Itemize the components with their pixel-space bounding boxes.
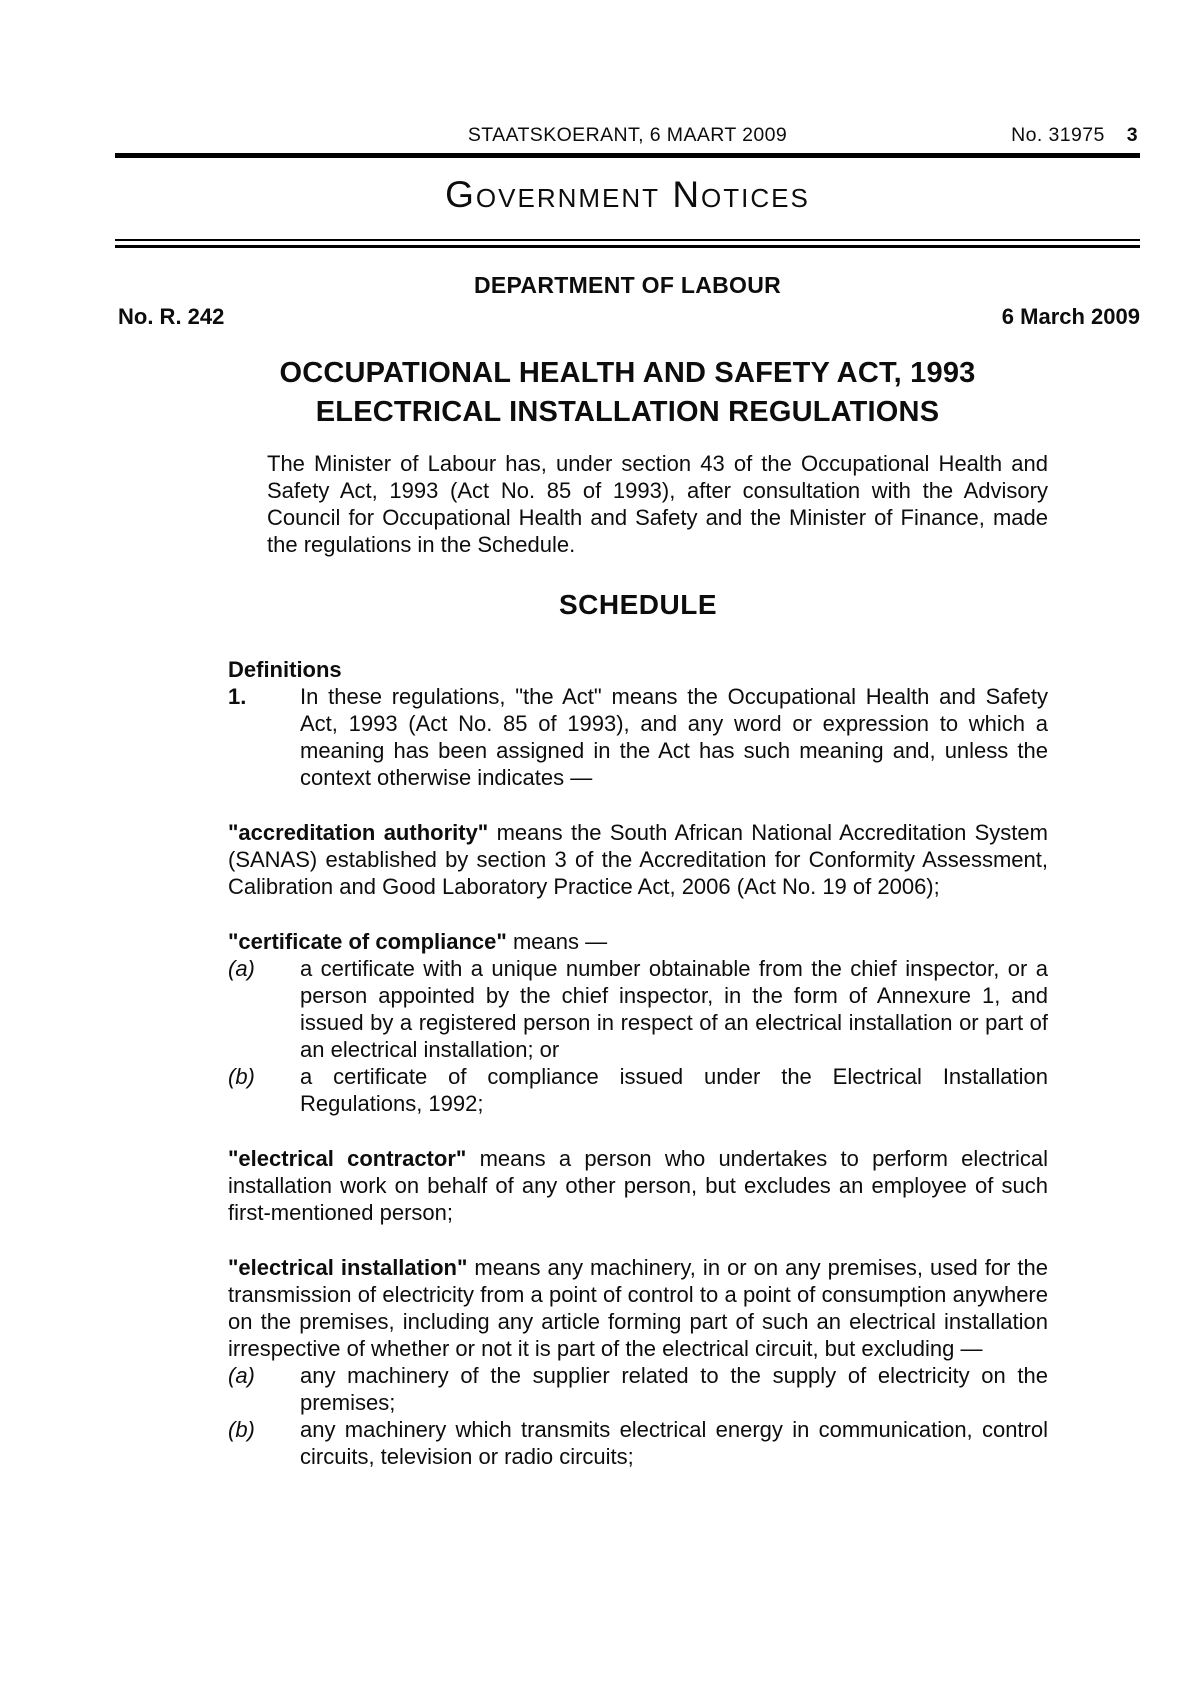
- definition-body: means any machinery, in or on any premises, used for the transmission of electricity from a point of control to a point of consumption anywhere on the premises, including any article forming part of such an electrical installation irrespective of whether or not it is part of the electrical circuit, but excluding —: [228, 1255, 1048, 1361]
- list-item-text: any machinery of the supplier related to the supply of electricity on the premises;: [300, 1363, 1048, 1415]
- definition-term: "accreditation authority": [228, 820, 489, 845]
- definition-accreditation-authority: [228, 819, 1048, 900]
- government-notices-heading: Government Notices: [445, 174, 810, 215]
- list-item-text: any machinery which transmits electrical energy in communication, control circuits, television or radio circuits;: [300, 1417, 1048, 1469]
- page-number: 3: [1126, 124, 1138, 146]
- notice-number: No. R. 242: [118, 304, 225, 329]
- list-item-text: a certificate of compliance issued under the Electrical Installation Regulations, 1992;: [300, 1064, 1048, 1116]
- notice-row: [118, 304, 1140, 330]
- list-item-label: (b): [228, 1064, 255, 1089]
- definitions-heading: Definitions: [228, 657, 342, 682]
- list-item-text: a certificate with a unique number obtainable from the chief inspector, or a person appointed by the chief inspector, in the form of Annexure 1, and issued by a registered person in respect of an electrical installation or part of an electrical installation; or: [300, 956, 1048, 1062]
- double-rule: [115, 239, 1140, 248]
- definition-certificate-of-compliance: [228, 928, 1048, 955]
- clause-1-number: 1.: [228, 684, 247, 709]
- issue-number: No. 31975: [1011, 124, 1105, 146]
- top-rule: [115, 153, 1140, 158]
- definition-term: "certificate of compliance": [228, 929, 507, 954]
- act-title-line2: ELECTRICAL INSTALLATION REGULATIONS: [315, 396, 940, 428]
- definition-body: means the South African National Accreditation System (SANAS) established by section 3 of the Accreditation for Conformity Assessment, Calibration and Good Laboratory Practice Act, 2006 (Act No. 19 of 2006);: [228, 820, 1048, 899]
- list-item-label: (a): [228, 956, 255, 981]
- definition-body: means a person who undertakes to perform electrical installation work on behalf of any other person, but excludes an employee of such first-mentioned person;: [228, 1146, 1048, 1225]
- act-title-line1: OCCUPATIONAL HEALTH AND SAFETY ACT, 1993: [279, 357, 976, 389]
- act-title: [115, 354, 1140, 432]
- list-item-a: [228, 1362, 1048, 1416]
- body-column: [228, 450, 1048, 1470]
- list-item-a: [228, 955, 1048, 1063]
- list-item-label: (a): [228, 1363, 255, 1388]
- definition-electrical-contractor: [228, 1145, 1048, 1226]
- list-item-b: [228, 1416, 1048, 1470]
- clause-1: [228, 683, 1048, 791]
- schedule-heading: SCHEDULE: [558, 589, 717, 620]
- department-heading: DEPARTMENT OF LABOUR: [473, 272, 782, 298]
- definition-term: "electrical contractor": [228, 1146, 467, 1171]
- clause-1-text: In these regulations, "the Act" means the Occupational Health and Safety Act, 1993 (Act No. 85 of 1993), and any word or expression to which a meaning has been assigned in the Act has such meaning and, unless the context otherwise indicates —: [300, 684, 1048, 790]
- list-item-label: (b): [228, 1417, 255, 1442]
- definition-electrical-installation: [228, 1254, 1048, 1362]
- definition-term: "electrical installation": [228, 1255, 468, 1280]
- masthead: [115, 124, 1140, 150]
- intro-paragraph: The Minister of Labour has, under section 43 of the Occupational Health and Safety Act, 1993 (Act No. 85 of 1993), after consultation with the Advisory Council for Occupational Health and Safety and the Minister of Finance, made the regulations in the Schedule.: [267, 451, 1048, 557]
- definition-body: means —: [512, 929, 608, 954]
- list-item-b: [228, 1063, 1048, 1117]
- notice-date: 6 March 2009: [1001, 304, 1140, 329]
- masthead-right: [1011, 124, 1138, 147]
- journal-title: STAATSKOERANT, 6 MAART 2009: [467, 124, 788, 146]
